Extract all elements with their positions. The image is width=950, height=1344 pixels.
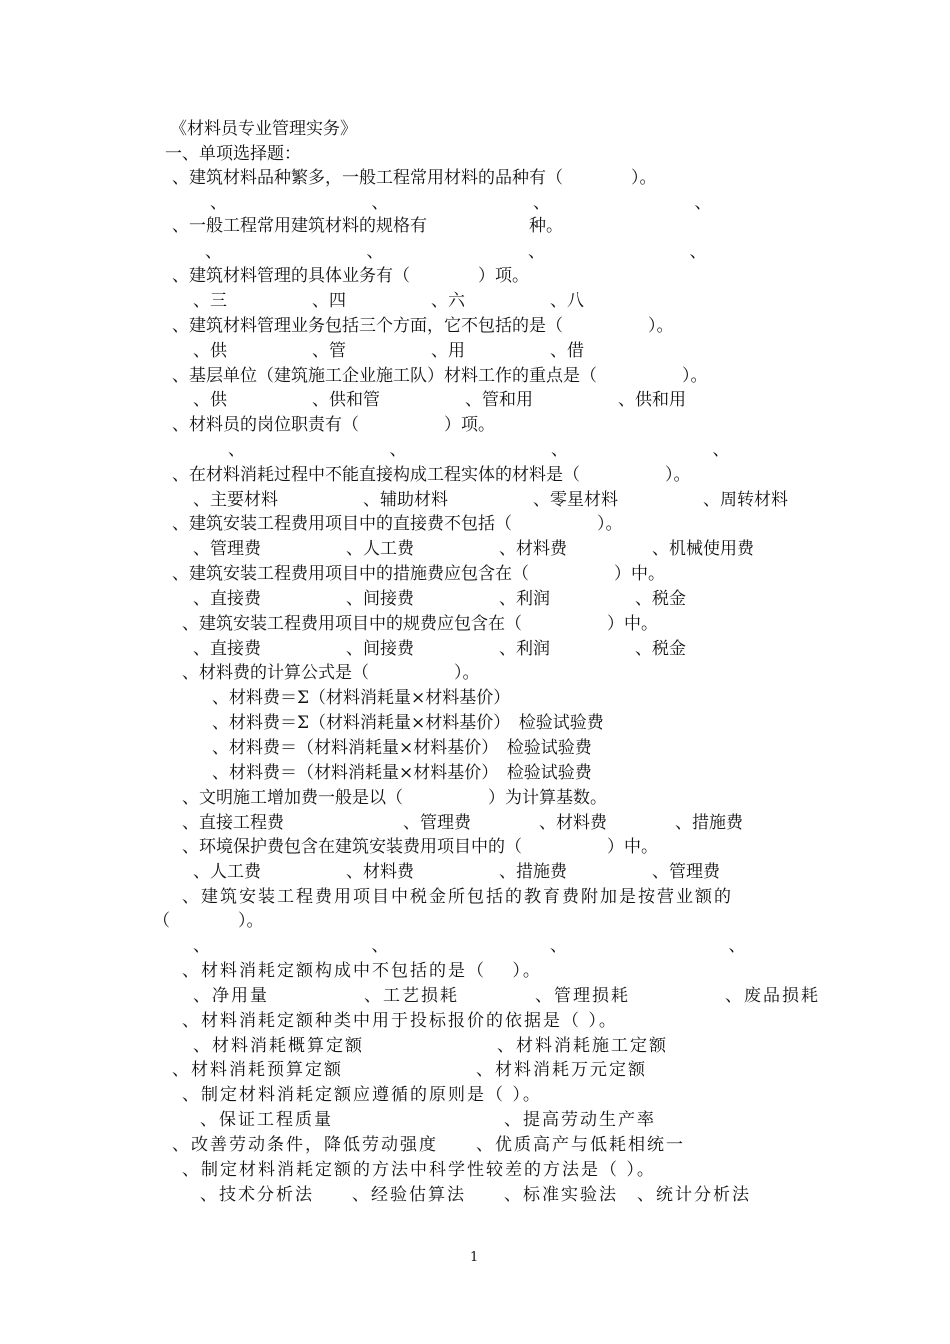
question-7-options: 、主要材料 、辅助材料 、零星材料 、周转材料	[193, 490, 788, 510]
question-11-option-a: 、材料费＝Σ（材料消耗量×材料基价）	[212, 688, 511, 708]
section-heading: 一、单项选择题：	[165, 144, 301, 164]
document-title: 《材料员专业管理实务》	[170, 119, 357, 139]
question-11: 、材料费的计算公式是（ ）。	[182, 663, 480, 683]
question-9-options: 、直接费 、间接费 、利润 、税金	[193, 589, 686, 609]
question-6-options: 、 、 、 、	[228, 440, 730, 460]
question-15-options: 、净用量 、工艺损耗 、管理损耗 、废品损耗	[193, 986, 820, 1006]
question-3-options: 、三 、四 、六 、八	[193, 291, 584, 311]
question-18: 、制定材料消耗定额的方法中科学性较差的方法是（ ）。	[182, 1160, 656, 1180]
question-17: 、制定材料消耗定额应遵循的原则是（ ）。	[182, 1085, 542, 1105]
question-8-options: 、管理费 、人工费 、材料费 、机械使用费	[193, 539, 754, 559]
question-16: 、材料消耗定额种类中用于投标报价的依据是（ ）。	[182, 1011, 618, 1031]
question-13-options: 、人工费 、材料费 、措施费 、管理费	[193, 862, 720, 882]
question-1: 、建筑材料品种繁多，一般工程常用材料的品种有（ ）。	[172, 168, 657, 188]
question-2-options: 、 、 、 、	[205, 242, 707, 262]
question-15: 、材料消耗定额构成中不包括的是（ ）。	[182, 961, 542, 981]
question-13: 、环境保护费包含在建筑安装费用项目中的（ ）中。	[182, 837, 658, 857]
question-10-options: 、直接费 、间接费 、利润 、税金	[193, 639, 686, 659]
question-3: 、建筑材料管理的具体业务有（ ）项。	[172, 266, 529, 286]
question-11-option-b: 、材料费＝Σ（材料消耗量×材料基价） 检验试验费	[212, 713, 604, 733]
question-18-options: 、技术分析法 、经验估算法 、标准实验法 、统计分析法	[200, 1185, 751, 1205]
page-number: 1	[470, 1250, 479, 1265]
question-1-options: 、 、 、 、	[210, 193, 712, 213]
question-12-options: 、直接工程费 、管理费 、材料费 、措施费	[182, 813, 743, 833]
question-4-options: 、供 、管 、用 、借	[193, 341, 584, 361]
question-11-option-d: 、材料费＝（材料消耗量×材料基价） 检验试验费	[212, 763, 592, 783]
question-17-options-cd: 、改善劳动条件，降低劳动强度 、优质高产与低耗相统一	[172, 1135, 685, 1155]
question-17-options-ab: 、保证工程质量 、提高劳动生产率	[200, 1110, 656, 1130]
question-16-options-ab: 、材料消耗概算定额 、材料消耗施工定额	[193, 1036, 668, 1056]
question-5-options: 、供 、供和管 、管和用 、供和用	[193, 390, 686, 410]
question-2: 、一般工程常用建筑材料的规格有 种。	[172, 216, 563, 236]
question-6: 、材料员的岗位职责有（ ）项。	[172, 415, 495, 435]
question-5: 、基层单位（建筑施工企业施工队）材料工作的重点是（ ）。	[172, 366, 708, 386]
question-4: 、建筑材料管理业务包括三个方面，它不包括的是（ ）。	[172, 316, 674, 336]
question-11-option-c: 、材料费＝（材料消耗量×材料基价） 检验试验费	[212, 738, 592, 758]
question-12: 、文明施工增加费一般是以（ ）为计算基数。	[182, 788, 607, 808]
question-14: 、建筑安装工程费用项目中税金所包括的教育费附加是按营业额的	[182, 887, 733, 907]
question-16-options-cd: 、材料消耗预算定额 、材料消耗万元定额	[172, 1060, 647, 1080]
question-8: 、建筑安装工程费用项目中的直接费不包括（ ）。	[172, 514, 623, 534]
question-14-continued: （ ）。	[153, 911, 264, 931]
question-7: 、在材料消耗过程中不能直接构成工程实体的材料是（ ）。	[172, 465, 691, 485]
question-10: 、建筑安装工程费用项目中的规费应包含在（ ）中。	[182, 614, 658, 634]
question-9: 、建筑安装工程费用项目中的措施费应包含在（ ）中。	[172, 564, 665, 584]
question-14-options: 、 、 、 、	[193, 936, 746, 956]
